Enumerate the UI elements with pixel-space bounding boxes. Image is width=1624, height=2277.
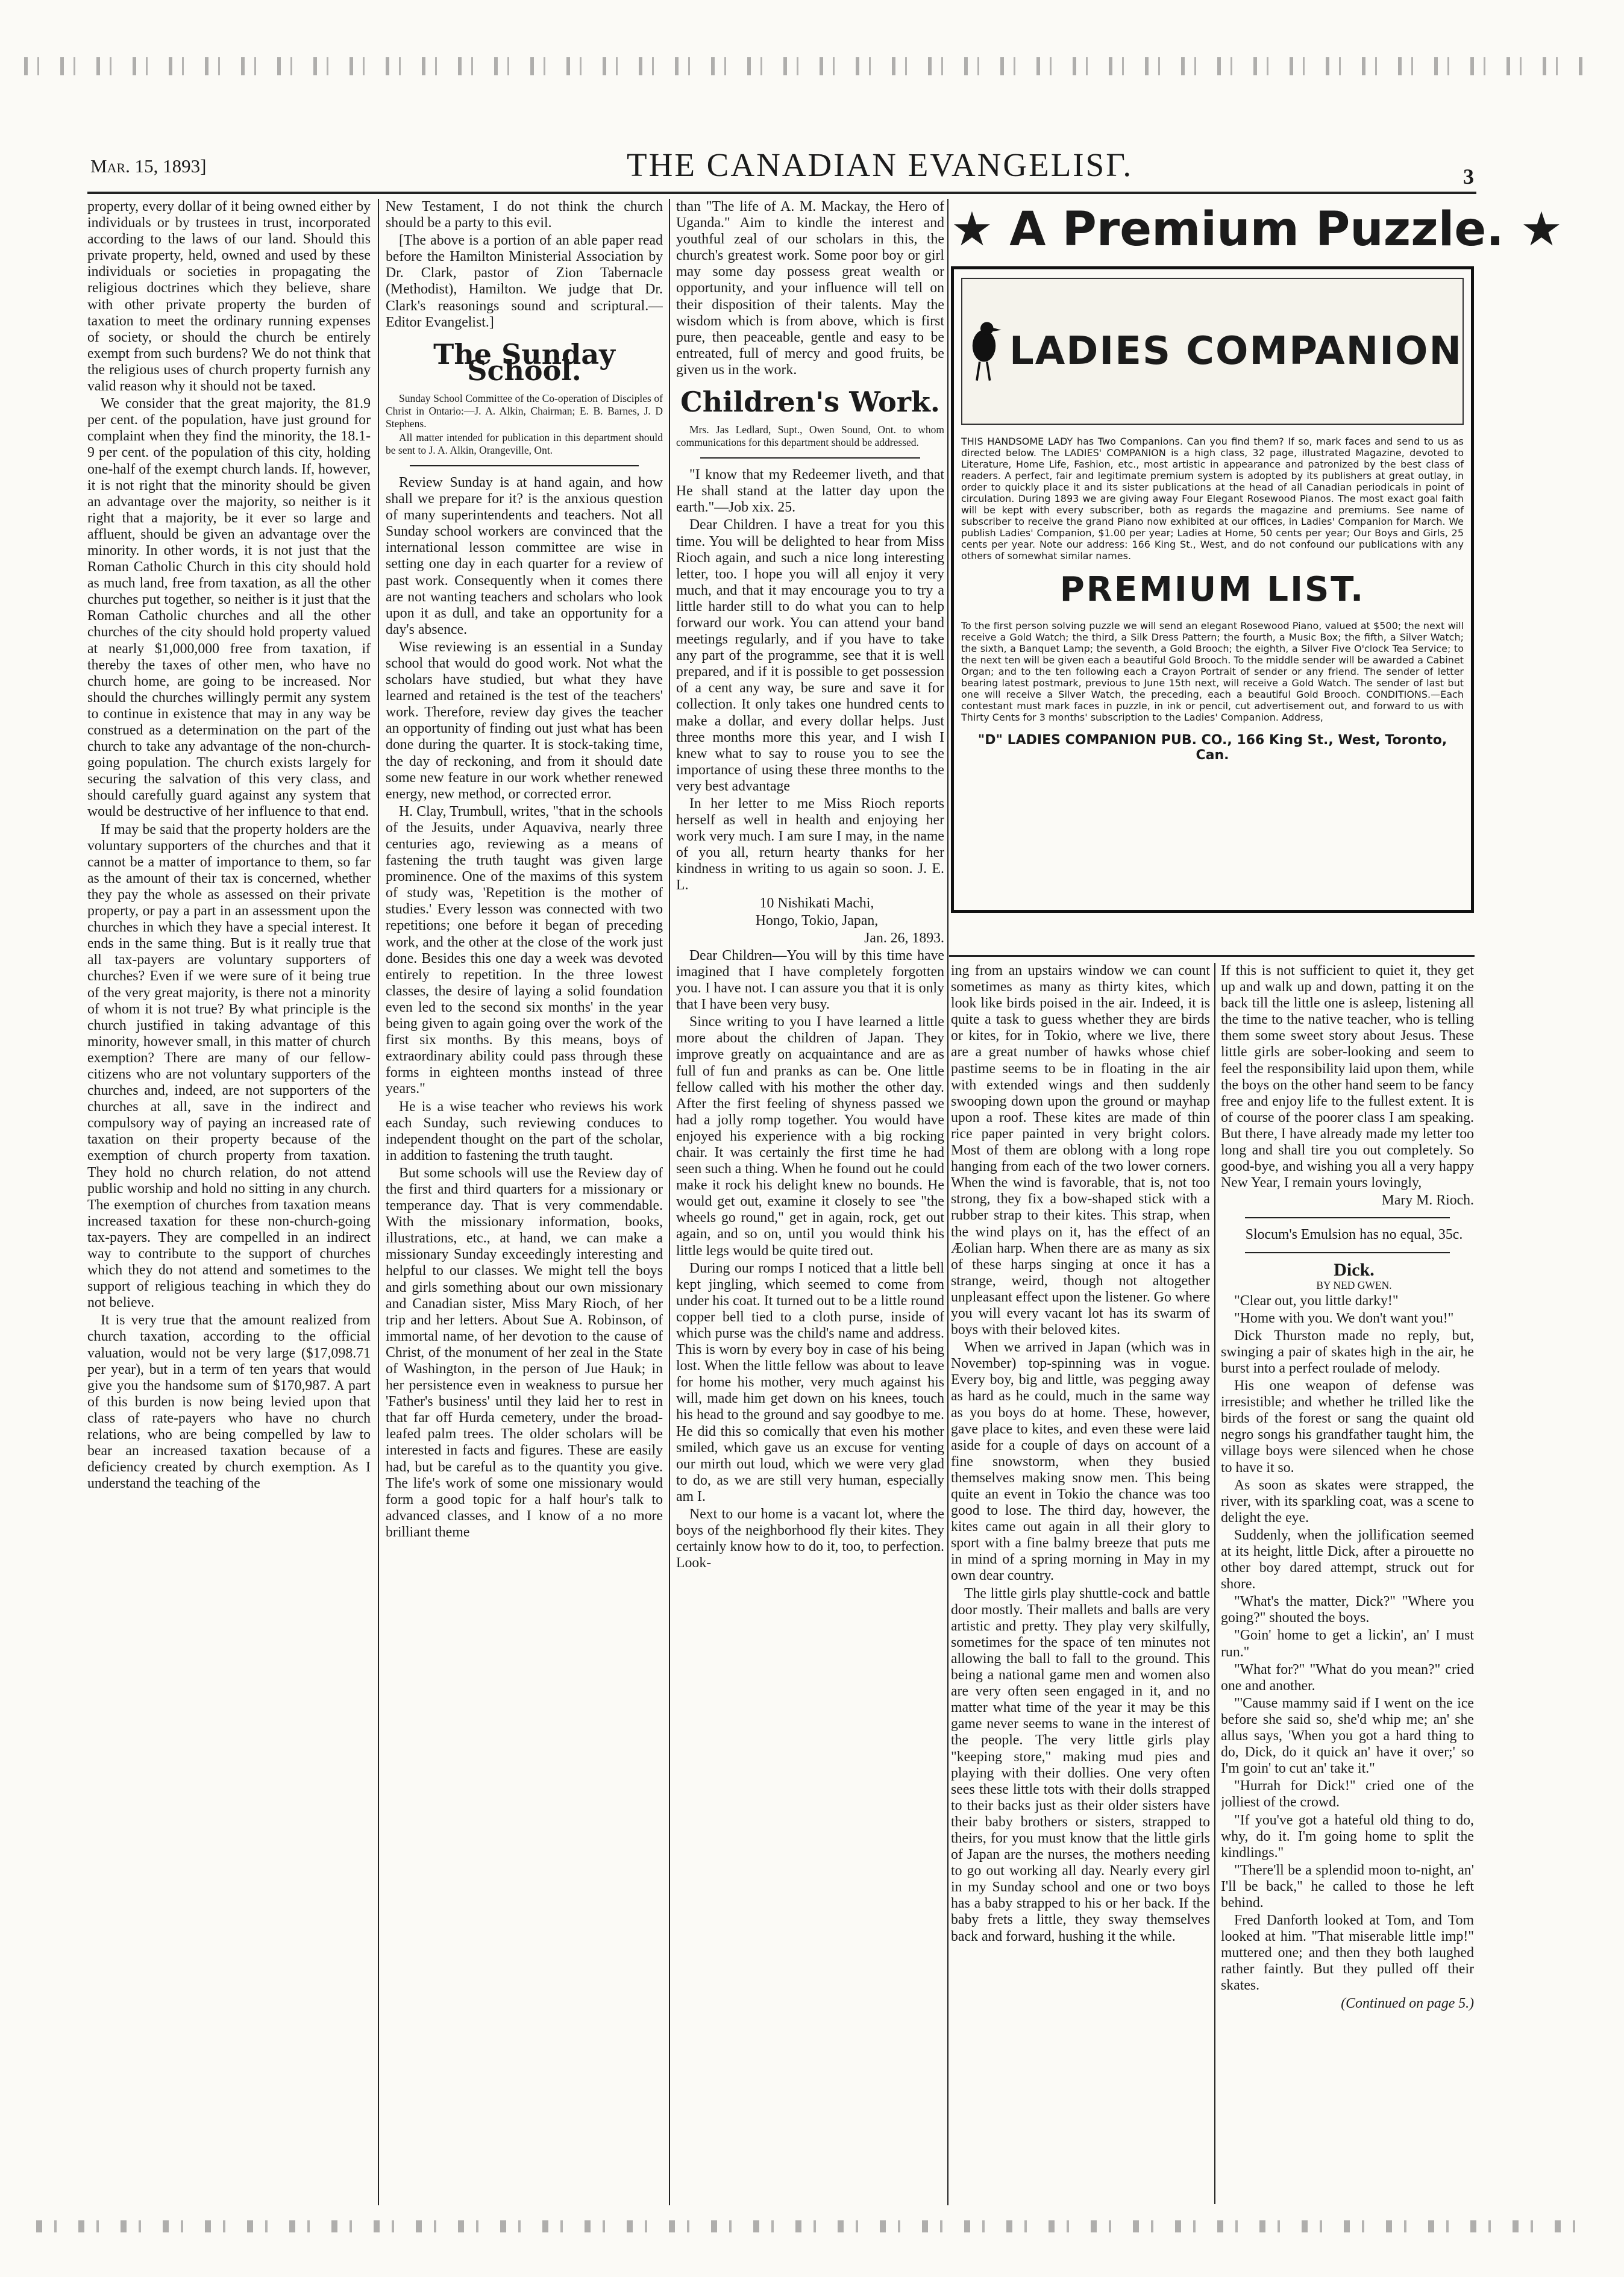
scan-noise-bottom (36, 2220, 1591, 2232)
continued-link: (Continued on page 5.) (1341, 1995, 1474, 2011)
logo-word-companion: COMPANION (1186, 329, 1463, 374)
story-title: Dick. (1334, 1259, 1375, 1280)
story-para-12: "If you've got a hateful old thing to do, why, do it. I'm going home to split the kindlings." (1221, 1812, 1474, 1861)
issue-date: Mar. 15, 1893] (90, 155, 207, 177)
section-rule (1245, 1252, 1450, 1253)
col1-para-4: It is very true that the amount realized from church taxation, according to the official valuation, would not be very large ($17,098.71 per year), but in a term of ten years that would give you the handsome sum of $170,987. A part of this burden is now being levied upon that class of rate-payers who have no church relations, who are being compelled by law to bear an increased taxation because of a deficiency created by church exemption. As I understand the teaching of the (87, 1312, 371, 1492)
story-para-2: "Home with you. We don't want you!" (1234, 1310, 1454, 1326)
column-divider-1 (378, 199, 379, 2205)
premium-list-heading: PREMIUM LIST. (1059, 570, 1365, 609)
column-divider-4 (1214, 963, 1215, 2204)
section-rule (700, 457, 920, 459)
childrens-work-note: Mrs. Jas Ledlard, Supt., Owen Sound, Ont. to whom communications for this department should be addressed. (676, 424, 944, 449)
column-2 (386, 199, 663, 2205)
story-para-5: As soon as skates were strapped, the river, with its sparkling coat, was a scene to delight the eye. (1221, 1477, 1474, 1526)
col2-para-5: But some schools will use the Review day of the first and third quarters for a missionary or temperance day. That is very commendable. With the missionary information, books, illustrations, etc., at hand, we can make a missionary Sunday exceedingly interesting and helpful to our classes. We might tell the boys and girls something about our own missionary and Canadian sister, Miss Mary Rioch, of her trip and her letters. About Sue A. Robinson, of immortal name, of her devotion to the cause of Christ, of the monument of her zeal in the State of Washington, in the person of Jue Hauk; in her persistence even in weakness to pursue her 'Father's business' until they laid her to rest in that far off Hurda cemetery, under the broad-leafed palm trees. The older scholars will be interested in facts and figures. These are easily had, but be careful as to the quantity you give. The life's work of some one missionary would form a good topic for a half hour's talk to advanced classes, and I know of a no more brilliant theme (386, 1165, 663, 1540)
ad-body-text: THIS HANDSOME LADY has Two Companions. Can you find them? If so, mark faces and send to us as directed below. The LADIES' COMPANION is a high class, 32 page, illustrated Magazine, devoted to Literature, Home Life, Fashion, etc., most artistic in appearance and patronized by the best class of readers. A perfect, fair and legitimate premium system is adopted by its publishers at great outlay, in order to quickly place it and its sister publications at the head of all Canadian periodicals in point of circulation. During 1893 we are giving away Four Elegant Rosewood Pianos. The most exact goal faith will be kept with every subscriber, both as regards the magazine and premiums. See name of subscriber to receive the grand Piano now exhibited at our offices, in Ladies' Companion for March. We publish Ladies' Companion, $1.00 per year; Ladies at Home, 50 cents per year; Our Boys and Girls, 25 cents per year. Note our address: 166 King St., West, and do not confound our publications with any others of somewhat similar names. (961, 436, 1464, 562)
ad-box (951, 266, 1474, 913)
col3-para-1: Dear Children. I have a treat for you this time. You will be delighted to hear from Miss Rioch again, and such a nice long interesting letter, too. I hope you will all enjoy it very much, and that it may encourage you to try a little harder still to do what you can to help forward our work. You can attend your band meetings regularly, and if you have to take any part of the programme, see that it is well prepared, and if it is possible to get possession of a cent any way, be sure and save it for collection. It only takes one hundred cents to make a dollar, and every dollar helps. Just three months more this year, and I wish I knew what to say to rouse you to see the importance of using these three months to the very best advantage (676, 517, 944, 794)
letter-para-4: Next to our home is a vacant lot, where the boys of the neighborhood fly their kites. They certainly know how to do it, too, to perfection. Look- (676, 1506, 944, 1571)
logo-word-ladies: LADIES (1009, 329, 1172, 374)
scripture-quote: "I know that my Redeemer liveth, and that He shall stand at the latter day upon the earth."—Job xix. 25. (676, 467, 944, 516)
story-para-11: "Hurrah for Dick!" cried one of the jolliest of the crowd. (1221, 1778, 1474, 1811)
letter-para-2: Since writing to you I have learned a little more about the children of Japan. They improve greatly on acquaintance and are as full of fun and pranks as can be. One little fellow called with his mother the other day. After the first feeling of shyness passed we had a jolly romp together. You would have enjoyed his experience with a big rocking chair. It was certainly the first time he had seen such a thing. When he found out he could make it rock his delight knew no bounds. He would get out, examine it closely to see "the wheels go round," get in again, rock, get out again, and so on, until you would think his little legs would be quite tired out. (676, 1014, 944, 1259)
story-para-3: Dick Thurston made no reply, but, swinging a pair of skates high in the air, he burst into a perfect roulade of melody. (1221, 1327, 1474, 1376)
col4-para-3: The little girls play shuttle-cock and battle door mostly. Their mallets and balls are very artistic and pretty. They play very skilfully, sometimes for the space of ten minutes not allowing the ball to fall to the ground. This being a national game men and women also are very often seen engaged in it, and no matter what time of the year it may be this game never seems to wane in the interest of the people. The very little girls play "keeping store," making mud pies and playing with their dollies. One very often sees these little tots with their dolls strapped to their backs just as their older sisters have their baby brothers or sisters, strapped to theirs, for you must know that the little girls of Japan are the nurses, the mothers needing to go out working all day. Nearly every girl in my Sunday school and one or two boys has a baby strapped to his or her back. If the baby frets a little, they sway themselves back and forward, hushing it the while. (951, 1585, 1210, 1944)
letter-para-3: During our romps I noticed that a little bell kept jingling, which seemed to come from under his coat. It turned out to be a little round copper bell tied to a cloth purse, inside of which purse was the child's name and address. This is worn by every boy in case of his being lost. When the little fellow was about to leave for home his mother, very much against his will, made him get down on his knees, touch his head to the ground and say goodbye to me. He did this so comically that even his mother smiled, which gave us an excuse for venting our mirth out loud, which we were very glad to do, as we are still very human, especially am I. (676, 1260, 944, 1505)
story-para-10: "'Cause mammy said if I went on the ice before she said so, she'd whip me; an' she allus says, 'When you got a hard thing to do, Dick, do it quick an' have it over;' so I'm goin' to cut an' take it." (1221, 1695, 1474, 1777)
sunday-school-heading: The Sunday School. (433, 337, 615, 387)
letter-para-1: Dear Children—You will by this time have imagined that I have completely forgotten you. I have not. I can assure you that it is only that I have been very busy. (676, 947, 944, 1013)
story-para-7: "What's the matter, Dick?" "Where you going?" shouted the boys. (1221, 1594, 1474, 1626)
col1-para-3: If may be said that the property holders are the voluntary supporters of the churches and that it cannot be a matter of importance to them, so far as the amount of their tax is concerned, whether they pay the whole as assessed on their private property, or pay a part in an assessment upon the churches in which they have a special interest. It ends in the same thing. But is it really true that all tax-payers are voluntary supporters of churches? Even if we were sure of it being true of the very great majority, is there not a minority of whom it is not true? By what principle is the church justified in taking advantage of this minority, however small, in this matter of church exemption? There are many of our fellow-citizens who are not voluntary supporters of the churches and, indeed, are not supporters of the churches at all, save in the indirect and compulsory way of paying an increased rate of taxation on their property because of the exemption of church property from taxation. They hold no church relation, do not attend public worship and hold no sitting in any church. The exemption of churches from taxation means increased taxation for these non-church-going tax-payers. They are compelled in an indirect way to contribute to the support of churches which they do not attend and sometimes to the support of religious teaching in which they do not believe. (87, 821, 371, 1311)
column-1 (87, 199, 371, 2205)
letter-date: Jan. 26, 1893. (864, 930, 944, 946)
section-rule (410, 465, 639, 466)
col2-editor-note: [The above is a portion of an able paper read before the Hamilton Ministerial Association by Dr. Clark, pastor of Zion Tabernacle (Methodist), Hamilton. We judge that Dr. Clark's reasonings sound and scriptural.—Editor Evangelist.] (386, 233, 663, 330)
story-para-4: His one weapon of defense was irresistible; and whether he trilled like the birds of the forest or sang the quaint old negro songs his grandfather taught him, the village boys were silenced when he chose to have it so. (1221, 1378, 1474, 1476)
column-divider-3 (947, 199, 948, 2205)
story-para-6: Suddenly, when the jollification seemed at its height, little Dick, after a pirouette no other boy dared attempt, struck out for shore. (1221, 1527, 1474, 1593)
col1-para-2: We consider that the great majority, the 81.9 per cent. of the population, have just ground for complaint when they find the minority, the 18.1-9 per cent. of the population of this city, holding one-half of the exempt church lands. If, however, it is not right that the minority should be given an advantage over the majority, so neither is it right that a majority, be it ever so large and affluent, should be given an advantage over the minority. In other words, it is not just that the Roman Catholic Church in this city should hold as much land, free from taxation, as all the other churches put together, so neither is it just that the Roman Catholic churches and all the other churches of the city should hold property valued at nearly $1,000,000 free from taxation, if thereby the taxes of other men, who have no church home, are going to be increased. Nor should the churches willingly permit any system to continue in existence that may in any way be construed as a determination on the part of the church to take any advantage of the non-church-going population. The church exists largely for securing the salvation of this very class, and should carefully guard against any system that would be destructive of her influence to that end. (87, 396, 371, 820)
ladies-companion-logo (961, 278, 1464, 425)
premium-list-text: To the first person solving puzzle we will send an elegant Rosewood Piano, valued at $500; the next will receive a Gold Watch; the third, a Silk Dress Pattern; the fourth, a Music Box; the fifth, a Silver Watch; the sixth, a Banquet Lamp; the seventh, a Gold Brooch; the eighth, a Silver Five O'clock Tea Service; to the next ten will be given each a beautiful Gold Brooch. To the middle sender will be awarded a Cabinet Organ; and to the ten following each a Crayon Portrait of sender or any friend. The sender of letter bearing latest postmark, previous to June 15th next, will receive a Gold Watch. The sender of last but one will receive a Silver Watch, the preceding, each a beautiful Gold Brooch. CONDITIONS.—Each contestant must mark faces in puzzle, in ink or pencil, cut advertisement out, and forward to us with Thirty Cents for 3 months' subscription to the Ladies' Companion. Address, (961, 620, 1464, 723)
page-number: 3 (1463, 164, 1474, 189)
premium-puzzle-ad (951, 199, 1563, 946)
col4-para-1: ing from an upstairs window we can count sometimes as many as thirty kites, which look like birds poised in the air. Indeed, it is quite a task to guess whether they are birds or kites, for in Tokio, where we live, there are a great number of hawks whose chief pastime seems to be in floating in the air with extended wings and then suddenly swooping down upon the ground or mayhap upon a roof. These kites are made of thin rice paper painted in very bright colors. Most of them are oblong with a long rope hanging from each of the two lower corners. When the wind is favorable, that is, not too strong, they fix a bow-shaped stick with a rubber strap to their kites. This strap, when the wind plays on it, has the effect of an Æolian harp. When there are as many as six of these harps singing at once it has a strange, weird, though not altogether unpleasant effect upon the listener. Go where you will every vacant lot has its swarm of boys with their beloved kites. (951, 963, 1210, 1338)
masthead-title: THE CANADIAN EVANGELISΓ. (627, 146, 1133, 183)
bird-illustration-icon (962, 294, 1006, 409)
col2-top-para-1: New Testament, I do not think the church should be a party to this evil. (386, 199, 663, 231)
col2-para-1: Review Sunday is at hand again, and how shall we prepare for it? is the anxious question of many superintendents and teachers. Not all Sunday school workers are convinced that the international lesson committee are wise in setting one day in each quarter for a review of past work. Consequently when it comes there are not wanting teachers and scholars who look upon it as dull, and take an opportunity for a day's absence. (386, 474, 663, 637)
story-para-8: "Goin' home to get a lickin', an' I must run." (1221, 1627, 1474, 1660)
col2-para-3: H. Clay, Trumbull, writes, "that in the schools of the Jesuits, under Aquaviva, nearly three centuries ago, reviewing as a means of fastening the truth taught was given large prominence. One of the maxims of this system of study was, 'Repetition is the mother of studies.' Every lesson was connected with two repetitions; one before it began of preceding work, and the other at the close of the work just done. Besides this one day a week was devoted entirely to repetition. In the three lowest classes, the desire of laying a solid foundation even led to the second six months' in the year being given to again going over the work of the first six months. By this means, boys of extraordinary ability could pass through these forms in eighteen months instead of three years." (386, 803, 663, 1097)
story-para-14: Fred Danforth looked at Tom, and Tom looked at him. "That miserable little imp!" muttered one; and then they both laughed rather faintly. But they pulled off their skates. (1221, 1912, 1474, 1994)
col5-para-1: If this is not sufficient to quiet it, they get up and walk up and down, patting it on the back till the little one is asleep, listening all the time to the native teacher, who is telling them some sweet story about Jesus. These little girls are sober-looking and seem to feel the responsibility laid upon them, while the boys on the other hand seem to be fancy free and enjoy life to the fullest extent. It is of course of the poorer class I am speaking. But there, I have already made my letter too long and shall tire you out completely. So good-bye, and wishing you all a very happy New Year, I remain yours lovingly, (1221, 963, 1474, 1191)
story-para-9: "What for?" "What do you mean?" cried one and another. (1221, 1661, 1474, 1694)
childrens-work-heading: Children's Work. (680, 386, 940, 419)
story-para-1: "Clear out, you little darky!" (1234, 1292, 1399, 1309)
ad-bottom-rule (949, 955, 1475, 957)
emulsion-notice: Slocum's Emulsion has no equal, 35c. (1245, 1227, 1463, 1243)
section-rule (1245, 1217, 1450, 1218)
col3-top-para: than "The life of A. M. Mackay, the Hero of Uganda." Aim to kindle the interest and youthful zeal of our scholars in this, the church's greatest work. Some poor boy or girl may some day possess great wealth or opportunity, and your influence will tell on their disposition of their talents. May the wisdom which is from above, which is first pure, then peaceable, gentle and easy to be entreated, full of mercy and good fruits, be given us in the work. (676, 199, 944, 378)
matter-note: All matter intended for publication in this department should be sent to J. A. Alkin, Orangeville, Ont. (386, 431, 663, 456)
letter-address-1: 10 Nishikati Machi, (759, 895, 874, 911)
col4-para-2: When we arrived in Japan (which was in November) top-spinning was in vogue. Every boy, big and little, was pegging away as hard as he could, much in the same way as you boys do at home. These, however, gave place to kites, and even these were laid aside for a couple of days on account of a fine snowstorm, when they busied themselves making snow men. This being quite an event in Tokio the chance was too good to lose. The third day, however, the kites came out again in all their glory to sport with a fine balmy breeze that puts me in mind of a spring morning in May in my own dear country. (951, 1339, 1210, 1584)
col3-para-2: In her letter to me Miss Rioch reports herself as well in health and enjoying her work very much. I am sure I may, in the name of you all, return hearty thanks for her kindness in writing to us again so soon. J. E. L. (676, 796, 944, 894)
story-para-13: "There'll be a splendid moon to-night, an' I'll be back," he called to those he left behind. (1221, 1862, 1474, 1911)
header-rule (87, 192, 1476, 194)
story-byline: BY NED GWEN. (1316, 1279, 1392, 1291)
column-divider-2 (669, 199, 670, 2205)
ad-publisher-address: "D" LADIES COMPANION PUB. CO., 166 King St., West, Toronto, Can. (977, 733, 1447, 763)
column-5 (1221, 963, 1474, 2204)
col2-para-4: He is a wise teacher who reviews his work each Sunday, such reviewing conduces to independent thought on the part of the scholar, in addition to fastening the truth taught. (386, 1098, 663, 1164)
col2-para-2: Wise reviewing is an essential in a Sunday school that would do good work. Not what the scholars have studied, but what they have learned and retained is the test of the teachers' work. Therefore, review day gives the teacher an opportunity of finding out just what has been done during the quarter. It is stock-taking time, the day of reckoning, and from it should date some new feature in our work whether renewed energy, new method, or corrected error. (386, 639, 663, 802)
col1-para-1: property, every dollar of it being owned either by individuals or by trustees in trust, incorporated according to the laws of our land. Should this private property, held, owned and used by these individuals or societies in propagating the religious doctrines which they believe, share with other private property the burden of taxation to meet the ordinary running expenses of society, or should the church be entirely exempt from such burdens? We do not think that the religious uses of church property furnish any valid reason why it should not be taxed. (87, 199, 371, 395)
committee-note: Sunday School Committee of the Co-operation of Disciples of Christ in Ontario:—J. A. Alkin, Chairman; E. B. Barnes, J. D Stephens. (386, 392, 663, 430)
letter-address-2: Hongo, Tokio, Japan, (755, 912, 879, 929)
ad-title: ★ A Premium Puzzle. ★ (951, 202, 1563, 257)
column-3 (676, 199, 944, 2205)
letter-signature: Mary M. Rioch. (1381, 1192, 1474, 1209)
column-4 (951, 963, 1210, 2204)
scan-noise-top (24, 57, 1591, 75)
